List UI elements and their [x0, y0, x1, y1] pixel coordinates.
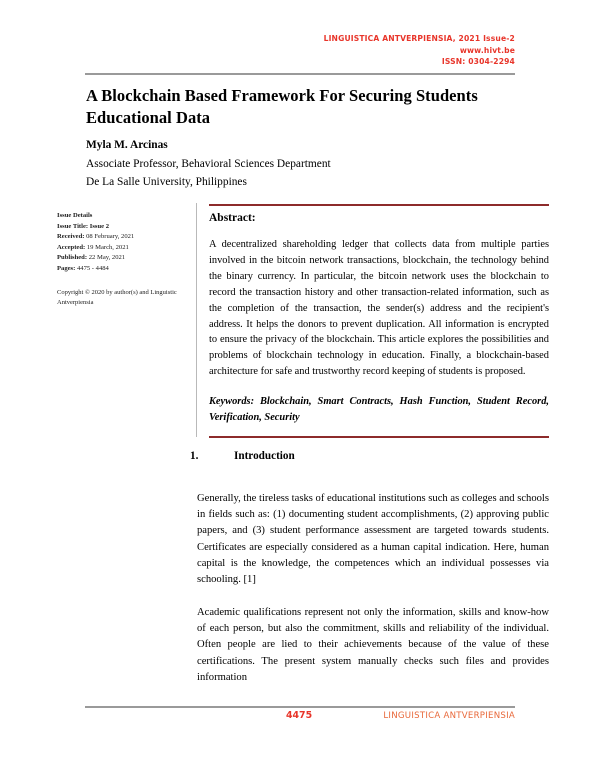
published-value: 22 May, 2021: [88, 254, 126, 262]
section-number: 1.: [190, 450, 199, 462]
author-affiliation: Associate Professor, Behavioral Sciences Department: [86, 157, 331, 170]
author-name: Myla M. Arcinas: [86, 139, 168, 151]
abstract-top-rule: [209, 204, 549, 206]
pages-row: [57, 264, 183, 275]
masthead-website: www.hivt.be: [459, 45, 515, 55]
accepted-row: [57, 243, 183, 254]
keywords-bottom-rule: [209, 436, 549, 438]
header-divider-rule: [85, 73, 515, 75]
abstract-text: A decentralized shareholding ledger that collects data from multiple parties involved in the bitcoin network transactions, blockchain, the technology behind the binary currency. In particular, the bitcoin network uses the blockchain to record the transaction history and other transaction-related information, such as the completion of the transaction, the sender(s) address and the recipient's address. It helps the donors to prevent duplication. All information is encrypted to ensure the privacy of the blockchain. This article explores the possibilities and problems of blockchain technology in education. Finally, a blockchain-based architecture for safe and trustworthy record keeping of students is proposed.: [209, 239, 549, 378]
body-paragraph-2: Academic qualifications represent not only the information, skills and know-how of each person, but also the commitment, skills and reliability of the individual. Often people are lied to their achievements because of the value of these certifications. The present system manually checks such files and provides information: [197, 607, 549, 683]
issue-title-value: Issue 2: [89, 222, 109, 230]
received-value: 08 February, 2021: [86, 233, 135, 241]
issue-title-label: Issue Title:: [57, 222, 89, 230]
accepted-label: Accepted:: [57, 243, 86, 251]
pages-label: Pages:: [57, 264, 76, 272]
masthead-issn: ISSN: 0304-2294: [441, 57, 515, 66]
column-divider: [196, 203, 197, 437]
keywords-line: Keywords: Blockchain, Smart Contracts, Hash Function, Student Record, Verification, Security: [209, 396, 549, 423]
received-label: Received:: [57, 233, 85, 241]
section-heading-introduction: [190, 450, 550, 462]
issue-details-heading: Issue Details: [57, 212, 93, 219]
copyright-notice: Copyright © 2020 by author(s) and Linguistic Antverpiensia: [57, 288, 177, 306]
body-paragraph-1: Generally, the tireless tasks of educational institutions such as colleges and schools in fields such as: (1) documenting student accomplishments, (2) approving public papers, and (3) student performance assessment are targeted towards students. Certificates are especially considered as a human capital indication. Here, human capital is the knowledge, the competences which an individual possesses via schooling. [1]: [197, 493, 549, 586]
footer-journal-name: LINGUISTICA ANTVERPIENSIA: [383, 711, 515, 721]
published-row: [57, 253, 183, 264]
author-institution: De La Salle University, Philippines: [86, 176, 247, 188]
section-title: Introduction: [234, 450, 295, 462]
pages-value: 4475 - 4484: [76, 264, 109, 272]
footer-page-number: 4475: [286, 710, 313, 721]
issue-details-sidebar: [57, 211, 183, 308]
issue-title-row: [57, 222, 183, 233]
page-title: A Blockchain Based Framework For Securing Students Educational Data: [86, 86, 478, 127]
accepted-value: 19 March, 2021: [86, 243, 129, 251]
received-row: [57, 232, 183, 243]
abstract-heading: Abstract:: [209, 212, 256, 224]
author-block: [86, 136, 516, 192]
footer-divider-rule: [85, 706, 515, 708]
journal-masthead: [85, 33, 515, 68]
published-label: Published:: [57, 254, 88, 262]
masthead-journal-issue: LINGUISTICA ANTVERPIENSIA, 2021 Issue-2: [323, 34, 515, 43]
